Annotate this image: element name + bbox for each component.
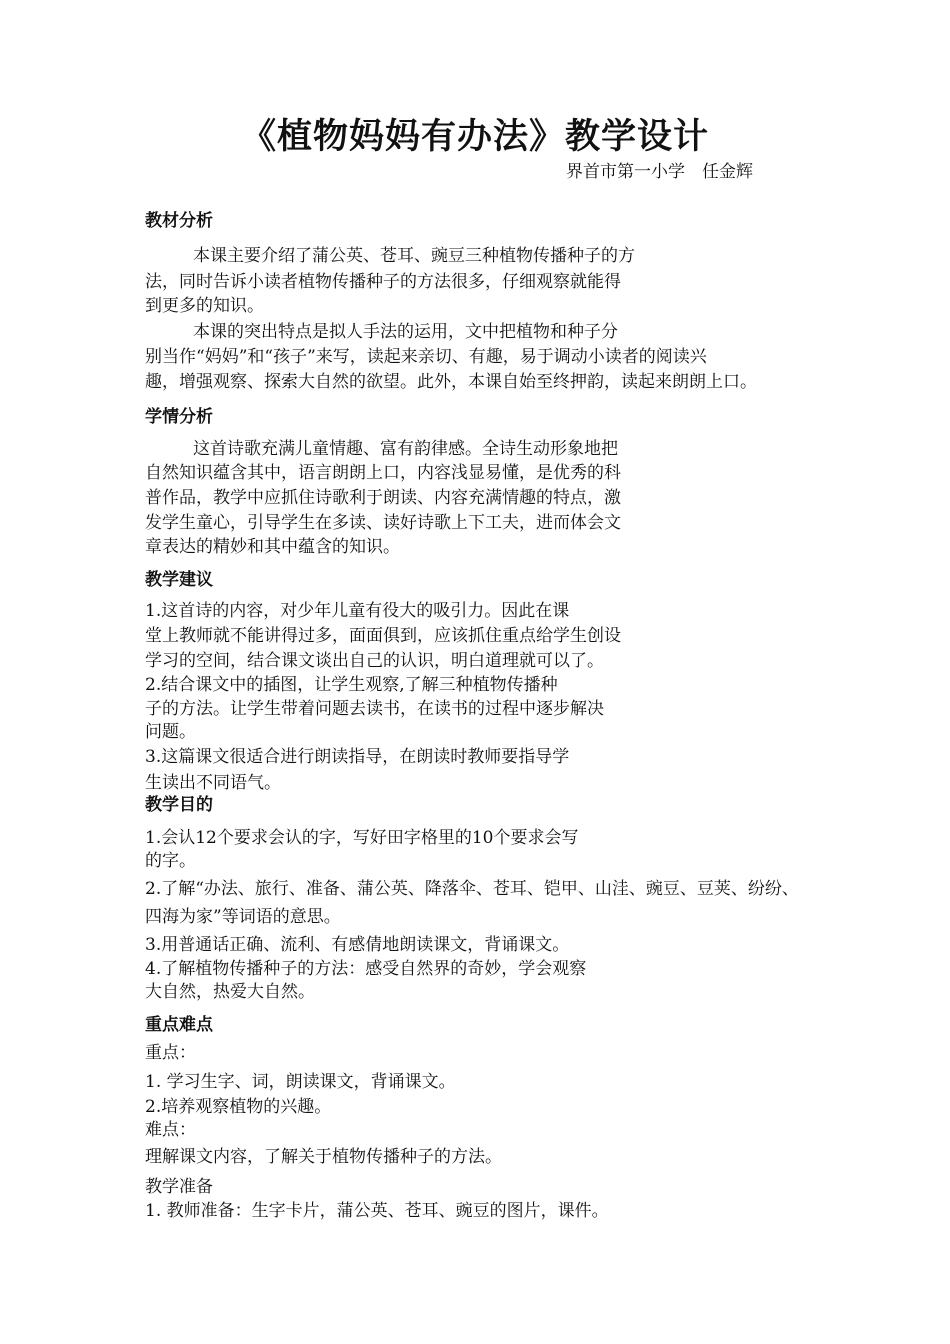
paragraph-line: 难点： <box>145 1120 196 1140</box>
paragraph-line: 4.了解植物传播种子的方法：感受自然界的奇妙，学会观察 <box>145 959 587 979</box>
section-heading-material: 教材分析 <box>145 211 213 231</box>
paragraph-line: 1.会认12个要求会认的字，写好田字格里的10个要求会写 <box>145 828 579 848</box>
paragraph-line: 自然知识蕴含其中，语言朗朗上口，内容浅显易懂，是优秀的科 <box>145 463 621 483</box>
section-heading-learner: 学情分析 <box>145 407 213 427</box>
paragraph-line: 趣，增强观察、探索大自然的欲望。此外，本课自始至终押韵，读起来朗朗上口。 <box>145 372 757 392</box>
author-line: 界首市第一小学 任金辉 <box>566 162 753 182</box>
paragraph-line: 四海为家”等词语的意思。 <box>145 907 341 927</box>
paragraph-line: 理解课文内容，了解关于植物传播种子的方法。 <box>145 1147 502 1167</box>
paragraph-line: 问题。 <box>145 722 196 742</box>
paragraph-line: 本课的突出特点是拟人手法的运用，文中把植物和种子分 <box>193 322 618 342</box>
paragraph-line: 别当作“妈妈”和“孩子”来写，读起来亲切、有趣，易于调动小读者的阅读兴 <box>145 347 707 367</box>
paragraph-line: 1. 教师准备：生字卡片，蒲公英、苍耳、豌豆的图片，课件。 <box>145 1201 609 1221</box>
paragraph-line: 的字。 <box>145 851 196 871</box>
paragraph-line: 发学生童心，引导学生在多读、读好诗歌上下工夫，进而体会文 <box>145 513 621 533</box>
paragraph-line: 2.结合课文中的插图，让学生观察,了解三种植物传播种 <box>145 675 558 695</box>
paragraph-line: 2.培养观察植物的兴趣。 <box>145 1097 332 1117</box>
paragraph-line: 到更多的知识。 <box>145 296 264 316</box>
paragraph-line: 大自然，热爱大自然。 <box>145 982 315 1002</box>
paragraph-line: 堂上教师就不能讲得过多，面面俱到，应该抓住重点给学生创设 <box>145 626 621 646</box>
paragraph-line: 法，同时告诉小读者植物传播种子的方法很多，仔细观察就能得 <box>145 272 621 292</box>
paragraph-line: 3.这篇课文很适合进行朗读指导，在朗读时教师要指导学 <box>145 747 570 767</box>
paragraph-line: 普作品，教学中应抓住诗歌利于朗读、内容充满情趣的特点，激 <box>145 488 621 508</box>
paragraph-line: 1. 学习生字、词，朗读课文，背诵课文。 <box>145 1072 456 1092</box>
section-heading-preparation: 教学准备 <box>145 1177 213 1197</box>
paragraph-line: 1.这首诗的内容，对少年儿童有役大的吸引力。因此在课 <box>145 601 570 621</box>
paragraph-line: 本课主要介绍了蒲公英、苍耳、豌豆三种植物传播种子的方 <box>193 246 635 266</box>
paragraph-line: 生读出不同语气。 <box>145 773 281 793</box>
section-heading-keypoints: 重点难点 <box>145 1015 213 1035</box>
paragraph-line: 2.了解“办法、旅行、准备、蒲公英、降落伞、苍耳、铠甲、山洼、豌豆、豆荚、纷纷、 <box>145 879 799 899</box>
paragraph-line: 学习的空间，结合课文谈出自己的认识，明白道理就可以了。 <box>145 651 604 671</box>
paragraph-line: 重点： <box>145 1043 196 1063</box>
section-heading-goals: 教学目的 <box>145 795 213 815</box>
paragraph-line: 3.用普通话正确、流利、有感倩地朗读课文，背诵课文。 <box>145 935 570 955</box>
section-heading-suggestions: 教学建议 <box>145 570 213 590</box>
paragraph-line: 章表达的精妙和其中蕴含的知识。 <box>145 537 400 557</box>
paragraph-line: 这首诗歌充满儿童情趣、富有韵律感。全诗生动形象地把 <box>193 439 618 459</box>
paragraph-line: 子的方法。让学生带着问题去读书，在读书的过程中逐步解决 <box>145 699 604 719</box>
document-title: 《植物妈妈有办法》教学设计 <box>240 116 709 157</box>
